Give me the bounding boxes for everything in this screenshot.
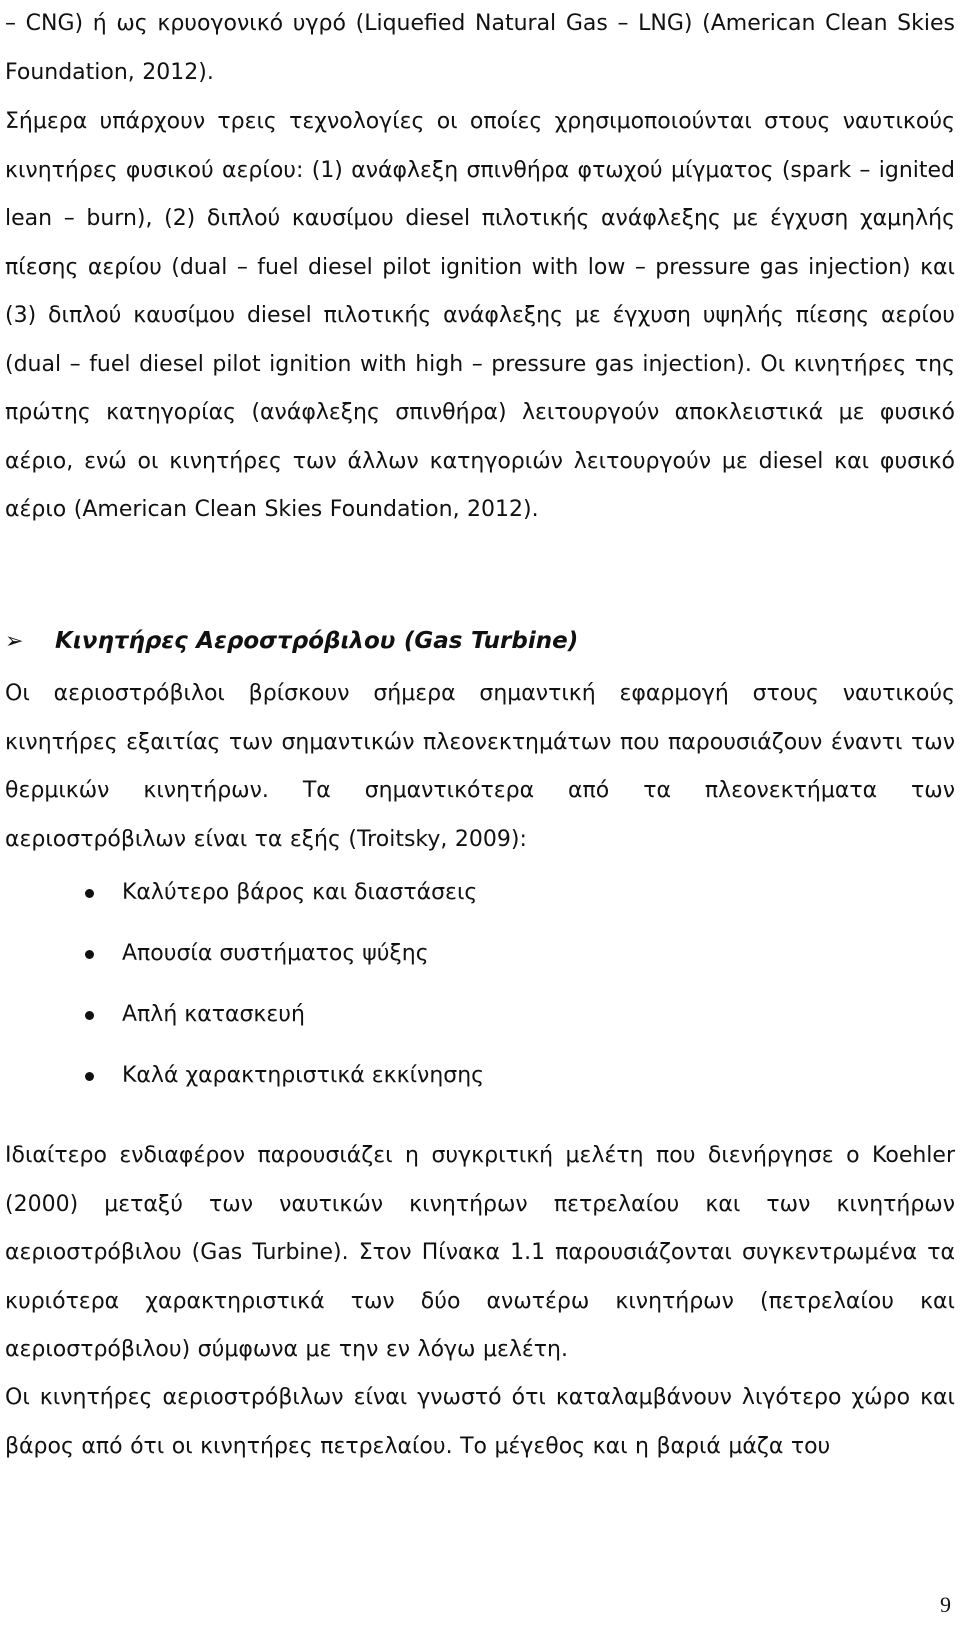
bullet-dot-icon [85,1072,94,1081]
bullet-dot-icon [85,950,94,959]
bullet-dot-icon [85,889,94,898]
paragraph-gas-turbine-advantages: Οι αεριοστρόβιλοι βρίσκουν σήμερα σημαντική εφαρμογή στους ναυτικούς κινητήρες εξαιτίας των σημαντικών πλεονεκτημάτων που παρουσιάζουν έναντι των θερμικών κινητήρων. Τα σημαντικότερα από τα πλεονεκτήματα των αεριοστρόβιλων είναι τα εξής (Troitsky, 2009): [5,681,955,852]
list-item-text: Απλή κατασκευή [122,1002,305,1027]
paragraph-natural-gas-technologies: Σήμερα υπάρχουν τρεις τεχνολογίες οι οποίες χρησιμοποιούνται στους ναυτικούς κινητήρες φυσικού αερίου: (1) ανάφλεξη σπινθήρα φτωχού μίγματος (spark – ignited lean – burn), (2) διπλού καυσίμου diesel πιλοτικής ανάφλεξης με έγχυση χαμηλής πίεσης αερίου (dual – fuel diesel pilot ignition with low – pressure gas injection) και (3) διπλού καυσίμου diesel πιλοτικής ανάφλεξης με έγχυση υψηλής πίεσης αερίου (dual – fuel diesel pilot ignition with high – pressure gas injection). Οι κινητήρες της πρώτης κατηγορίας (ανάφλεξης σπινθήρα) λειτουργούν αποκλειστικά με φυσικό αέριο, ενώ οι κινητήρες των άλλων κατηγοριών λειτουργούν με diesel και φυσικό αέριο (American Clean Skies Foundation, 2012). [5,109,955,522]
page-number: 9 [940,1592,951,1617]
advantages-list [0,862,950,1106]
paragraph-koehler-study: Ιδιαίτερο ενδιαφέρον παρουσιάζει η συγκριτική μελέτη που διενήργησε ο Koehler (2000) μεταξύ των ναυτικών κινητήρων πετρελαίου και των κινητήρων αεριοστρόβιλου (Gas Turbine). Στον Πίνακα 1.1 παρουσιάζονται συγκεντρωμένα τα κυριότερα χαρακτηριστικά των δύο ανωτέρω κινητήρων (πετρελαίου και αεριοστρόβιλου) σύμφωνα με την εν λόγω μελέτη. [5,1143,955,1362]
paragraph-space-weight: Οι κινητήρες αεριοστρόβιλων είναι γνωστό ότι καταλαμβάνουν λιγότερο χώρο και βάρος από ότι οι κινητήρες πετρελαίου. Το μέγεθος και η βαριά μάζα του [5,1385,955,1459]
list-item-text: Καλά χαρακτηριστικά εκκίνησης [122,1063,485,1088]
section-heading-gas-turbine [5,617,955,666]
list-item [0,862,950,923]
list-item [0,923,950,984]
list-item-text: Απουσία συστήματος ψύξης [122,941,429,966]
list-item-text: Καλύτερο βάρος και διαστάσεις [122,880,478,905]
list-item [0,1045,950,1106]
arrow-bullet-icon: ➢ [5,629,24,654]
bullet-dot-icon [85,1011,94,1020]
section-heading-text: Κινητήρες Αεροστρόβιλου (Gas Turbine) [55,628,579,654]
list-item [0,984,950,1045]
paragraph-cng-lng: – CNG) ή ως κρυογονικό υγρό (Liquefied Natural Gas – LNG) (American Clean Skies Foundation, 2012). [5,11,955,85]
